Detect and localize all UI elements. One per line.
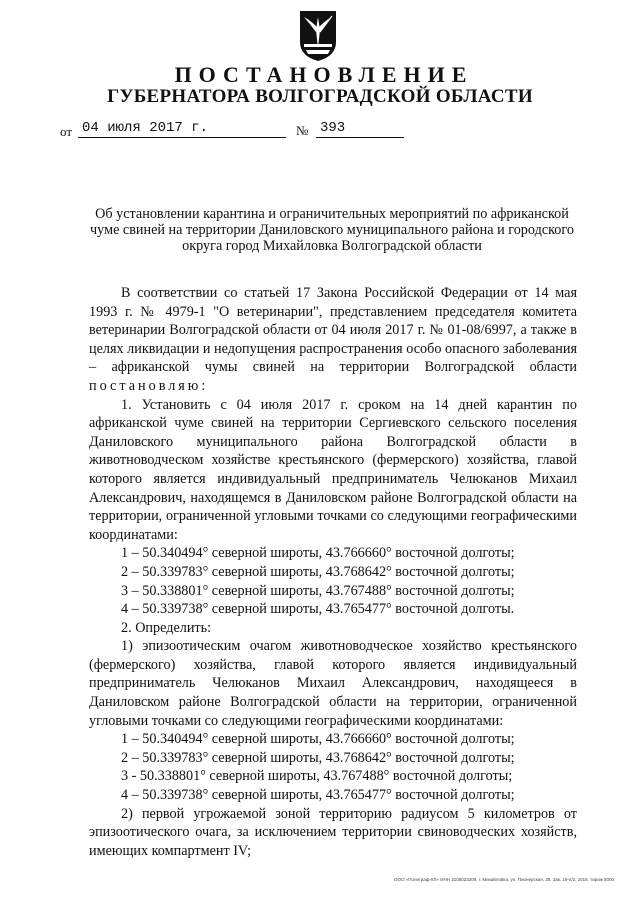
coordinate-line: 4 – 50.339738° северной широты, 43.765477° восточной долготы; [121, 787, 515, 804]
item-2-2-paragraph: 2) первой угрожаемой зоной территорию радиусом 5 километров от эпизоотического очага, за исключением территории свиноводческих хозяйств, имеющих компартмент IV; [89, 805, 577, 859]
item-1-paragraph: 1. Установить с 04 июля 2017 г. сроком на 14 дней карантин по африканской чуме свиней на территории Сергиевского сельского поселения Даниловского муниципального района Волгоградской области в животноводческом хозяйстве крестьянского (фермерского) хозяйства, главой которого является индивидуальный предприниматель Челюканов Михаил Александрович, находящемся в Даниловском районе Волгоградской области на территории, ограниченной угловыми точками со следующими географическими координатами: [89, 396, 577, 543]
decree-word: постановляю: [89, 377, 209, 394]
document-date: 04 июля 2017 г. [78, 120, 286, 138]
document-title: ПОСТАНОВЛЕНИЕ [174, 62, 474, 87]
item-2-1-paragraph: 1) эпизоотическим очагом животноводческое хозяйство крестьянского (фермерского) хозяйства, главой которого является индивидуальный предприниматель Челюканов Михаил Александрович, находящееся в Даниловском районе Волгоградской области на территории, ограниченной угловыми точками со следующими географическими координатами: [89, 638, 577, 729]
document-body [89, 284, 577, 860]
volgograd-coat-of-arms-emblem [296, 8, 340, 62]
printer-imprint: ООО «Полиграф-КЛ» ИНН 3105023209, г. Михайловка, ул. Пионерская, 38. Зак. 19-п/2, 2015, тираж 5000 [394, 877, 614, 882]
coordinate-line: 1 – 50.340494° северной широты, 43.766660° восточной долготы; [121, 731, 515, 748]
document-number: 393 [316, 120, 404, 138]
coordinate-line: 2 – 50.339783° северной широты, 43.768642° восточной долготы; [121, 749, 515, 766]
date-number-line [60, 120, 460, 144]
coordinate-line: 1 – 50.340494° северной широты, 43.766660° восточной долготы; [121, 545, 515, 562]
coordinate-line: 4 – 50.339738° северной широты, 43.765477° восточной долготы. [121, 601, 515, 618]
number-sign: № [296, 123, 309, 138]
coordinate-line: 3 - 50.338801° северной широты, 43.767488° восточной долготы; [121, 768, 513, 785]
item-2-heading: 2. Определить: [121, 619, 212, 636]
document-subject: Об установлении карантина и ограничительных мероприятий по африканской чуме свиней на территории Даниловского муниципального района и городского округа город Михайловка Волгоградской области [90, 206, 574, 254]
document-issuer: ГУБЕРНАТОРА ВОЛГОГРАДСКОЙ ОБЛАСТИ [107, 86, 533, 107]
date-prefix: от [60, 124, 73, 139]
preamble-paragraph [89, 284, 577, 396]
preamble-text: В соответствии со статьей 17 Закона Российской Федерации от 14 мая 1993 г. № 4979-1 "О ветеринарии", представлением председателя комитета ветеринарии Волгоградской области от 04 июля 2017 г. № 01-08/6997, а также в целях ликвидации и недопущения распространения особо опасного заболевания – африканской чумы свиней на территории Волгоградской области [89, 285, 577, 376]
coordinate-line: 3 – 50.338801° северной широты, 43.767488° восточной долготы; [121, 582, 515, 599]
coordinate-line: 2 – 50.339783° северной широты, 43.768642° восточной долготы; [121, 563, 515, 580]
